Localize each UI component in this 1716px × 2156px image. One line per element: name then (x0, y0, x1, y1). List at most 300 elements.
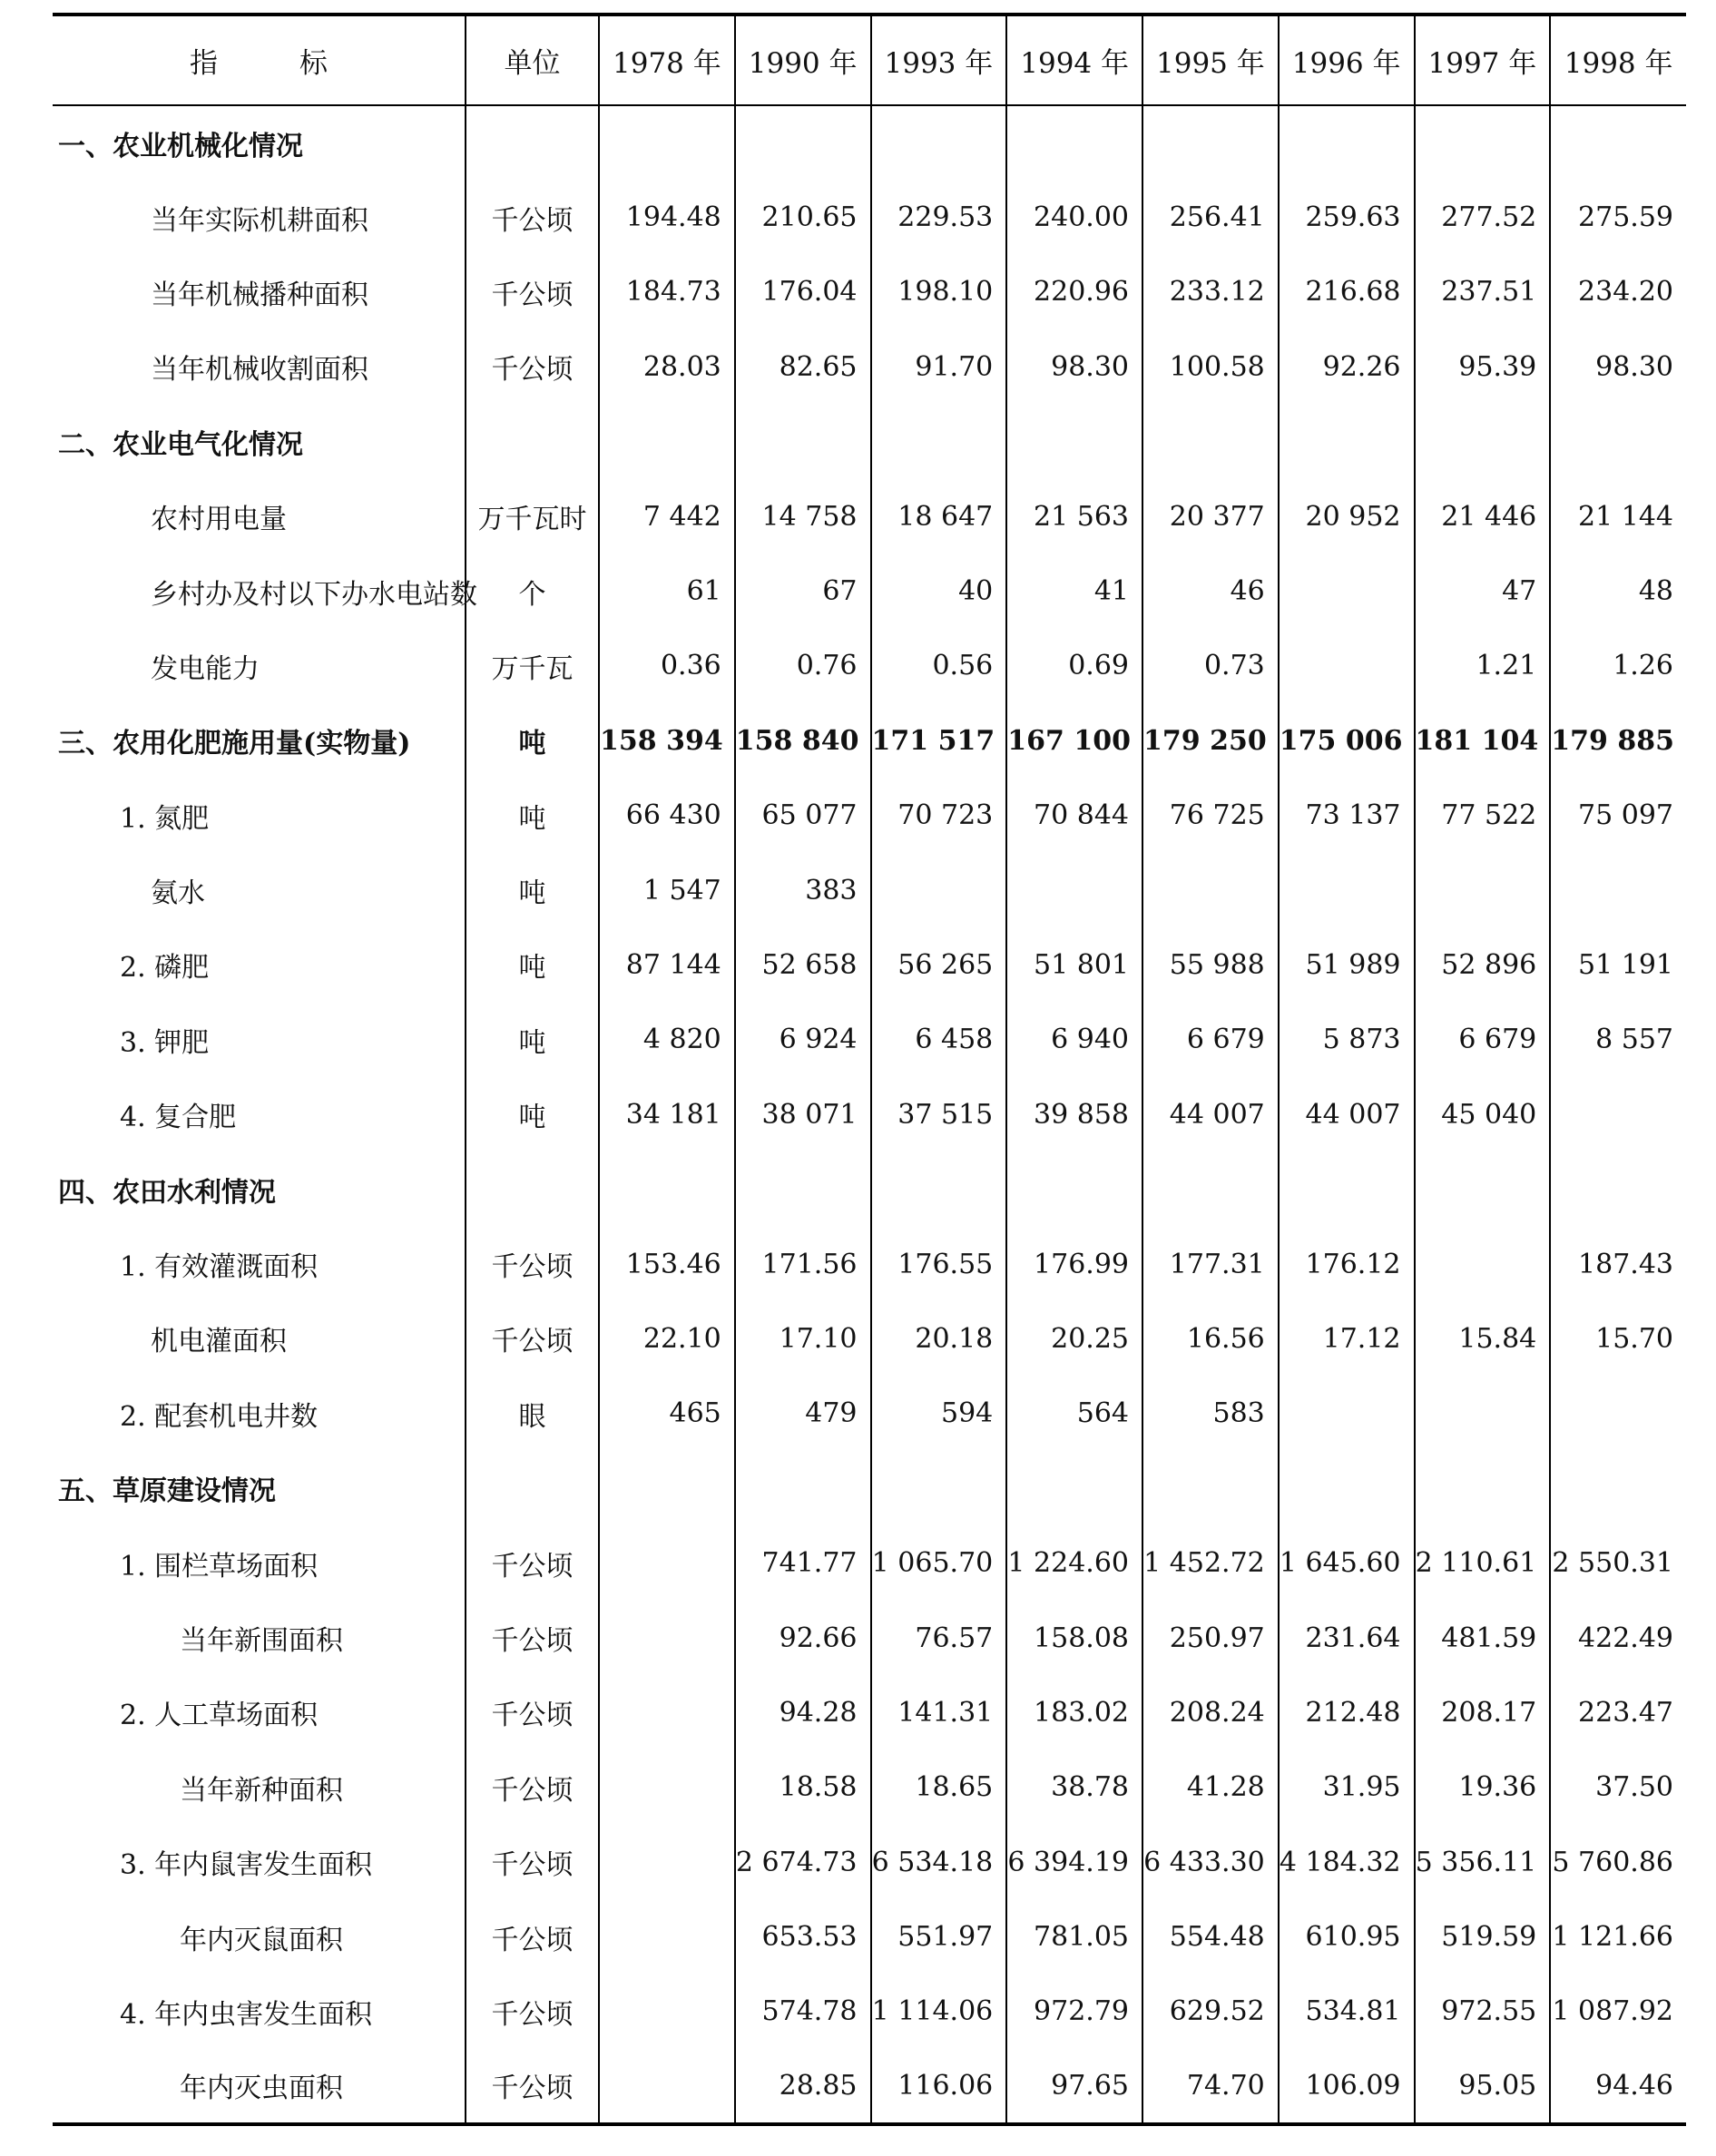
value-cell: 216.68 (1279, 255, 1415, 329)
value-cell: 6 394.19 (1006, 1825, 1142, 1899)
value-cell: 61 (599, 554, 735, 628)
value-cell (1279, 629, 1415, 703)
value-cell (599, 1899, 735, 1974)
unit-cell: 万千瓦 (466, 629, 599, 703)
value-cell (1550, 405, 1686, 479)
value-cell: 15.70 (1595, 1322, 1673, 1355)
value-cell (599, 1975, 735, 2049)
value-cell: 18.65 (871, 1750, 1007, 1825)
table-row (53, 1003, 1686, 1077)
table-row (53, 1675, 1686, 1749)
table-row (53, 1975, 1686, 2049)
value-cell: 44 007 (1142, 1077, 1279, 1152)
value-cell (1279, 1377, 1415, 1451)
indicator-name: 4. 年内虫害发生面积 (53, 1975, 466, 2049)
value-cell (1415, 1377, 1551, 1451)
indicator-name: 乡村办及村以下办水电站数 (53, 554, 466, 628)
indicator-name: 2. 配套机电井数 (53, 1377, 466, 1451)
value-cell: 16.56 (1142, 1301, 1279, 1376)
indicator-name: 3. 年内鼠害发生面积 (53, 1825, 466, 1899)
value-cell: 66 430 (599, 779, 735, 853)
value-cell: 250.97 (1142, 1601, 1279, 1675)
value-cell: 51 801 (1006, 927, 1142, 1002)
value-cell (871, 853, 1007, 927)
value-cell: 17.12 (1279, 1301, 1415, 1376)
table-row (53, 329, 1686, 404)
value-cell: 76.57 (871, 1601, 1007, 1675)
agriculture-statistics-table (53, 13, 1686, 2126)
value-cell: 6 679 (1415, 1003, 1551, 1077)
table-row (53, 1152, 1686, 1226)
value-cell: 22.10 (599, 1301, 735, 1376)
table-row (53, 2049, 1686, 2123)
value-cell: 653.53 (735, 1899, 871, 1974)
value-cell (1279, 1451, 1415, 1525)
value-cell (1415, 105, 1551, 180)
value-cell (599, 105, 735, 180)
value-cell: 48 (1638, 575, 1673, 608)
value-cell (1006, 405, 1142, 479)
section-heading: 五、草原建设情况 (53, 1451, 466, 1525)
value-cell: 175 006 (1279, 703, 1415, 778)
value-cell: 6 679 (1142, 1003, 1279, 1077)
value-cell: 91.70 (871, 329, 1007, 404)
value-cell: 210.65 (735, 180, 871, 254)
value-cell: 19.36 (1415, 1750, 1551, 1825)
value-cell: 47 (1415, 554, 1551, 628)
value-cell: 237.51 (1415, 255, 1551, 329)
value-cell: 21 446 (1415, 479, 1551, 554)
unit-cell: 千公顷 (466, 329, 599, 404)
value-cell: 92.26 (1279, 329, 1415, 404)
header-unit: 单位 (466, 15, 599, 105)
table-row (53, 1451, 1686, 1525)
value-cell: 95.05 (1415, 2049, 1551, 2123)
indicator-name: 当年新围面积 (53, 1601, 466, 1675)
value-cell: 583 (1142, 1377, 1279, 1451)
value-cell: 100.58 (1142, 329, 1279, 404)
table-row (53, 629, 1686, 703)
value-cell: 52 896 (1415, 927, 1551, 1002)
indicator-name: 发电能力 (53, 629, 466, 703)
value-cell (735, 105, 871, 180)
unit-cell: 眼 (466, 1377, 599, 1451)
table-row (53, 853, 1686, 927)
value-cell: 17.10 (735, 1301, 871, 1376)
table-row (53, 779, 1686, 853)
table-row (53, 479, 1686, 554)
value-cell: 972.79 (1006, 1975, 1142, 2049)
indicator-name: 4. 复合肥 (53, 1077, 466, 1152)
value-cell: 158 840 (735, 703, 871, 778)
value-cell: 40 (871, 554, 1007, 628)
value-cell: 6 458 (871, 1003, 1007, 1077)
value-cell: 179 250 (1142, 703, 1279, 778)
value-cell: 67 (735, 554, 871, 628)
value-cell: 14 758 (735, 479, 871, 554)
table-row (53, 1525, 1686, 1600)
value-cell: 171 517 (871, 703, 1007, 778)
unit-cell: 千公顷 (466, 1675, 599, 1749)
value-cell: 6 433.30 (1142, 1825, 1279, 1899)
table-row (53, 1077, 1686, 1152)
value-cell (599, 1152, 735, 1226)
header-indicator (53, 15, 466, 105)
value-cell: 167 100 (1006, 703, 1142, 778)
value-cell: 176.99 (1006, 1227, 1142, 1301)
value-cell: 39 858 (1006, 1077, 1142, 1152)
indicator-name: 农村用电量 (53, 479, 466, 554)
value-cell: 98.30 (1595, 350, 1673, 383)
value-cell (1006, 105, 1142, 180)
value-cell (1550, 1152, 1686, 1226)
value-cell: 65 077 (735, 779, 871, 853)
value-cell: 277.52 (1415, 180, 1551, 254)
indicator-name: 2. 人工草场面积 (53, 1675, 466, 1749)
value-cell: 97.65 (1006, 2049, 1142, 2123)
value-cell: 220.96 (1006, 255, 1142, 329)
value-cell (1550, 1451, 1686, 1525)
unit-cell: 吨 (466, 779, 599, 853)
header-year: 1994 年 (1006, 15, 1142, 105)
value-cell: 223.47 (1578, 1696, 1673, 1729)
indicator-name: 年内灭虫面积 (53, 2049, 466, 2123)
value-cell (1279, 405, 1415, 479)
unit-cell: 吨 (466, 927, 599, 1002)
unit-cell: 万千瓦时 (466, 479, 599, 554)
value-cell (735, 405, 871, 479)
value-cell: 534.81 (1279, 1975, 1415, 2049)
unit-cell: 吨 (466, 1003, 599, 1077)
value-cell (599, 1451, 735, 1525)
header-year: 1990 年 (735, 15, 871, 105)
value-cell: 479 (735, 1377, 871, 1451)
value-cell (599, 405, 735, 479)
value-cell: 15.84 (1415, 1301, 1551, 1376)
value-cell: 2 550.31 (1552, 1547, 1673, 1580)
value-cell: 5 760.86 (1552, 1846, 1673, 1878)
value-cell: 259.63 (1279, 180, 1415, 254)
value-cell: 0.69 (1006, 629, 1142, 703)
indicator-name: 1. 围栏草场面积 (53, 1525, 466, 1600)
unit-cell (466, 1152, 599, 1226)
unit-cell: 千公顷 (466, 180, 599, 254)
value-cell (1550, 853, 1686, 927)
value-cell (1415, 1227, 1551, 1301)
value-cell: 1.26 (1613, 650, 1673, 682)
value-cell (1006, 1152, 1142, 1226)
value-cell (735, 1451, 871, 1525)
header-year: 1997 年 (1415, 15, 1551, 105)
value-cell: 741.77 (735, 1525, 871, 1600)
value-cell: 1 065.70 (871, 1525, 1007, 1600)
value-cell: 158.08 (1006, 1601, 1142, 1675)
indicator-name: 2. 磷肥 (53, 927, 466, 1002)
value-cell: 31.95 (1279, 1750, 1415, 1825)
value-cell: 18.58 (735, 1750, 871, 1825)
value-cell: 1 121.66 (1552, 1921, 1673, 1954)
value-cell: 594 (871, 1377, 1007, 1451)
value-cell: 176.04 (735, 255, 871, 329)
section-heading: 四、农田水利情况 (53, 1152, 466, 1226)
value-cell (1279, 554, 1415, 628)
value-cell: 82.65 (735, 329, 871, 404)
value-cell: 0.76 (735, 629, 871, 703)
table-row (53, 255, 1686, 329)
value-cell: 383 (735, 853, 871, 927)
value-cell: 181 104 (1415, 703, 1551, 778)
value-cell: 77 522 (1415, 779, 1551, 853)
table-row (53, 927, 1686, 1002)
unit-cell: 千公顷 (466, 1601, 599, 1675)
value-cell: 234.20 (1578, 276, 1673, 309)
value-cell: 98.30 (1006, 329, 1142, 404)
value-cell: 95.39 (1415, 329, 1551, 404)
value-cell (1006, 853, 1142, 927)
unit-cell: 千公顷 (466, 1301, 599, 1376)
value-cell: 1 547 (599, 853, 735, 927)
table-row (53, 105, 1686, 180)
value-cell: 34 181 (599, 1077, 735, 1152)
value-cell: 56 265 (871, 927, 1007, 1002)
value-cell: 8 557 (1595, 1024, 1673, 1056)
value-cell (1550, 1077, 1686, 1152)
value-cell (1142, 405, 1279, 479)
value-cell: 176.55 (871, 1227, 1007, 1301)
value-cell: 4 820 (599, 1003, 735, 1077)
header-indicator-a: 指 (190, 47, 218, 80)
value-cell: 781.05 (1006, 1899, 1142, 1974)
value-cell: 1.21 (1415, 629, 1551, 703)
value-cell (1142, 853, 1279, 927)
value-cell: 7 442 (599, 479, 735, 554)
value-cell: 194.48 (599, 180, 735, 254)
value-cell (1142, 1152, 1279, 1226)
value-cell: 0.73 (1142, 629, 1279, 703)
value-cell: 198.10 (871, 255, 1007, 329)
value-cell: 5 356.11 (1415, 1825, 1551, 1899)
indicator-name: 氨水 (53, 853, 466, 927)
header-year: 1978 年 (599, 15, 735, 105)
value-cell: 519.59 (1415, 1899, 1551, 1974)
table-row (53, 1601, 1686, 1675)
value-cell: 116.06 (871, 2049, 1007, 2123)
statistics-table-container (53, 13, 1686, 2126)
value-cell: 38 071 (735, 1077, 871, 1152)
value-cell (1550, 105, 1686, 180)
value-cell: 28.85 (735, 2049, 871, 2123)
unit-cell: 千公顷 (466, 2049, 599, 2123)
value-cell: 45 040 (1415, 1077, 1551, 1152)
value-cell: 564 (1006, 1377, 1142, 1451)
indicator-name: 年内灭鼠面积 (53, 1899, 466, 1974)
value-cell (1279, 105, 1415, 180)
table-row (53, 1825, 1686, 1899)
value-cell (1415, 853, 1551, 927)
value-cell: 37 515 (871, 1077, 1007, 1152)
value-cell: 73 137 (1279, 779, 1415, 853)
table-row (53, 554, 1686, 628)
value-cell: 76 725 (1142, 779, 1279, 853)
value-cell (599, 1675, 735, 1749)
value-cell: 41 (1006, 554, 1142, 628)
value-cell: 1 452.72 (1142, 1525, 1279, 1600)
value-cell: 179 885 (1551, 724, 1674, 757)
table-row (53, 405, 1686, 479)
value-cell: 37.50 (1595, 1771, 1673, 1804)
value-cell: 92.66 (735, 1601, 871, 1675)
value-cell (599, 2049, 735, 2123)
header-year: 1998 年 (1550, 15, 1686, 105)
value-cell: 153.46 (599, 1227, 735, 1301)
unit-cell (466, 1451, 599, 1525)
value-cell (599, 1825, 735, 1899)
value-cell: 21 144 (1578, 500, 1673, 533)
value-cell: 51 191 (1578, 948, 1673, 981)
value-cell (1279, 853, 1415, 927)
unit-cell: 千公顷 (466, 1825, 599, 1899)
value-cell: 184.73 (599, 255, 735, 329)
value-cell (871, 105, 1007, 180)
value-cell (1415, 1451, 1551, 1525)
indicator-name: 当年机械收割面积 (53, 329, 466, 404)
table-row (53, 1227, 1686, 1301)
value-cell: 52 658 (735, 927, 871, 1002)
indicator-name: 1. 氮肥 (53, 779, 466, 853)
value-cell: 74.70 (1142, 2049, 1279, 2123)
unit-cell: 千公顷 (466, 1227, 599, 1301)
value-cell: 70 844 (1006, 779, 1142, 853)
value-cell: 171.56 (735, 1227, 871, 1301)
value-cell: 554.48 (1142, 1899, 1279, 1974)
value-cell (599, 1601, 735, 1675)
value-cell: 6 534.18 (871, 1825, 1007, 1899)
value-cell (1415, 1152, 1551, 1226)
value-cell (1279, 1152, 1415, 1226)
value-cell: 75 097 (1578, 799, 1673, 832)
value-cell: 41.28 (1142, 1750, 1279, 1825)
value-cell: 465 (599, 1377, 735, 1451)
value-cell: 20 952 (1279, 479, 1415, 554)
indicator-name: 1. 有效灌溉面积 (53, 1227, 466, 1301)
value-cell (1550, 1377, 1686, 1451)
value-cell: 1 645.60 (1279, 1525, 1415, 1600)
table-row (53, 1301, 1686, 1376)
table-row (53, 1750, 1686, 1825)
value-cell (871, 405, 1007, 479)
value-cell: 183.02 (1006, 1675, 1142, 1749)
unit-cell (466, 105, 599, 180)
header-indicator-b: 标 (299, 47, 328, 80)
value-cell: 20 377 (1142, 479, 1279, 554)
value-cell: 2 110.61 (1415, 1525, 1551, 1600)
value-cell: 229.53 (871, 180, 1007, 254)
value-cell: 275.59 (1578, 201, 1673, 234)
value-cell (735, 1152, 871, 1226)
value-cell: 1 114.06 (871, 1975, 1007, 2049)
header-year: 1993 年 (871, 15, 1007, 105)
value-cell: 70 723 (871, 779, 1007, 853)
value-cell: 46 (1142, 554, 1279, 628)
value-cell: 574.78 (735, 1975, 871, 2049)
value-cell: 212.48 (1279, 1675, 1415, 1749)
indicator-name: 当年实际机耕面积 (53, 180, 466, 254)
value-cell: 0.36 (599, 629, 735, 703)
indicator-name: 3. 钾肥 (53, 1003, 466, 1077)
value-cell: 176.12 (1279, 1227, 1415, 1301)
value-cell: 94.28 (735, 1675, 871, 1749)
value-cell: 106.09 (1279, 2049, 1415, 2123)
value-cell: 1 224.60 (1006, 1525, 1142, 1600)
unit-cell: 个 (466, 554, 599, 628)
value-cell: 20.18 (871, 1301, 1007, 1376)
value-cell: 972.55 (1415, 1975, 1551, 2049)
value-cell: 38.78 (1006, 1750, 1142, 1825)
value-cell: 28.03 (599, 329, 735, 404)
indicator-name: 机电灌面积 (53, 1301, 466, 1376)
unit-cell: 千公顷 (466, 1899, 599, 1974)
value-cell (1006, 1451, 1142, 1525)
value-cell: 208.24 (1142, 1675, 1279, 1749)
value-cell: 208.17 (1415, 1675, 1551, 1749)
value-cell: 158 394 (599, 703, 735, 778)
value-cell: 6 940 (1006, 1003, 1142, 1077)
value-cell: 240.00 (1006, 180, 1142, 254)
value-cell (1415, 405, 1551, 479)
header-row (53, 15, 1686, 105)
value-cell (1142, 1451, 1279, 1525)
header-year: 1995 年 (1142, 15, 1279, 105)
unit-cell: 吨 (466, 1077, 599, 1152)
value-cell: 18 647 (871, 479, 1007, 554)
value-cell: 141.31 (871, 1675, 1007, 1749)
header-year: 1996 年 (1279, 15, 1415, 105)
value-cell: 551.97 (871, 1899, 1007, 1974)
value-cell (871, 1451, 1007, 1525)
value-cell: 87 144 (599, 927, 735, 1002)
value-cell: 610.95 (1279, 1899, 1415, 1974)
unit-cell: 吨 (466, 703, 599, 778)
value-cell: 1 087.92 (1552, 1995, 1673, 2028)
value-cell: 187.43 (1578, 1248, 1673, 1280)
section-heading: 二、农业电气化情况 (53, 405, 466, 479)
value-cell (1142, 105, 1279, 180)
value-cell: 44 007 (1279, 1077, 1415, 1152)
value-cell (599, 1750, 735, 1825)
table-row (53, 1899, 1686, 1974)
value-cell: 21 563 (1006, 479, 1142, 554)
value-cell: 2 674.73 (735, 1825, 871, 1899)
table-row (53, 703, 1686, 778)
value-cell: 51 989 (1279, 927, 1415, 1002)
indicator-name: 当年机械播种面积 (53, 255, 466, 329)
table-row (53, 180, 1686, 254)
section-heading: 三、农用化肥施用量(实物量) (53, 703, 466, 778)
value-cell: 233.12 (1142, 255, 1279, 329)
indicator-name: 当年新种面积 (53, 1750, 466, 1825)
value-cell: 6 924 (735, 1003, 871, 1077)
value-cell: 481.59 (1415, 1601, 1551, 1675)
value-cell: 422.49 (1578, 1622, 1673, 1654)
unit-cell (466, 405, 599, 479)
value-cell: 177.31 (1142, 1227, 1279, 1301)
table-row (53, 1377, 1686, 1451)
value-cell: 20.25 (1006, 1301, 1142, 1376)
section-heading: 一、农业机械化情况 (53, 105, 466, 180)
value-cell: 4 184.32 (1279, 1825, 1415, 1899)
value-cell (871, 1152, 1007, 1226)
value-cell: 55 988 (1142, 927, 1279, 1002)
